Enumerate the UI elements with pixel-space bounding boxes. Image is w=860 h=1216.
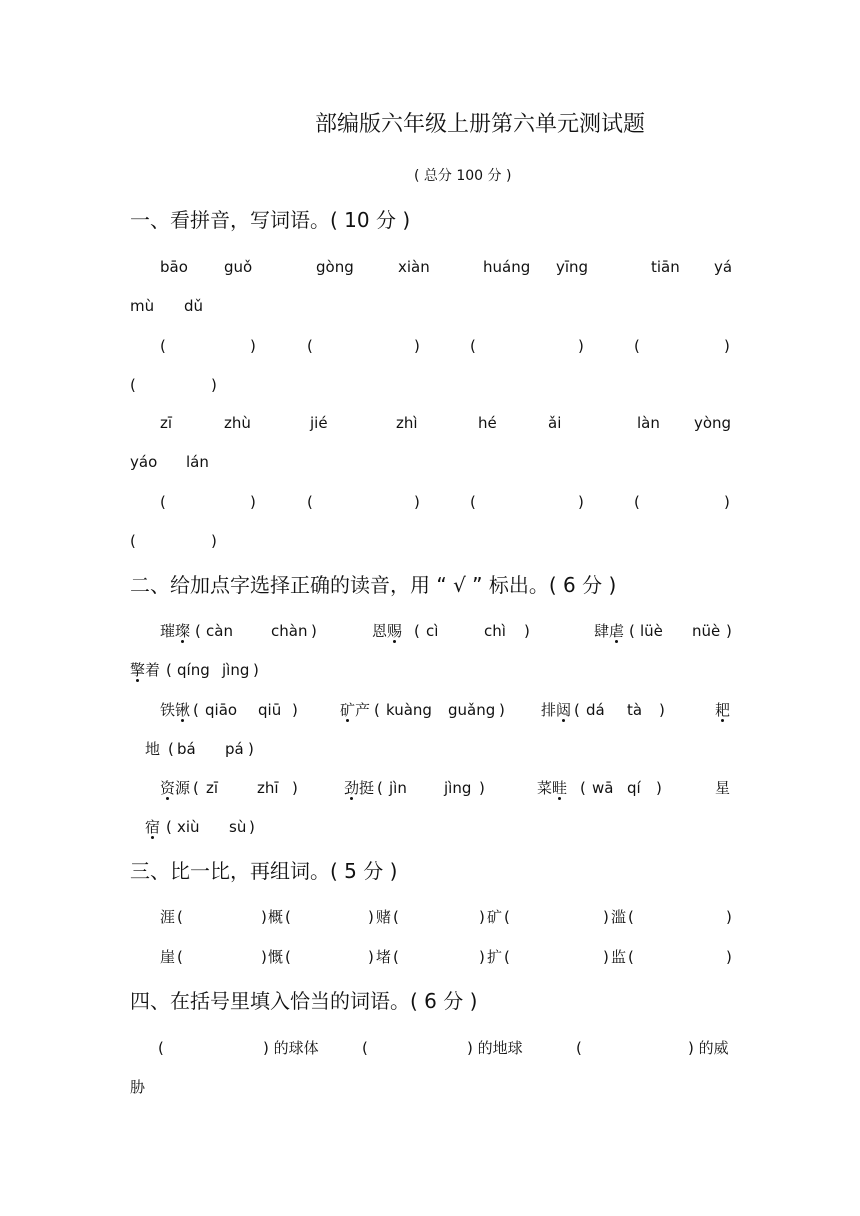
paren-close: ) [261, 908, 267, 926]
paren-close: ) [479, 779, 485, 797]
option-1[interactable]: lüè [640, 622, 663, 640]
option-1[interactable]: qíng [177, 661, 210, 679]
word: 擎着 [130, 661, 161, 679]
paren-open: ( [576, 1039, 582, 1057]
pinyin: gòng [316, 258, 354, 276]
fill-suffix-wrap: 胁 [130, 1078, 146, 1096]
compare-char: 矿 [487, 908, 503, 926]
answer-blank-open[interactable]: ( [470, 337, 476, 355]
paren-open: ( [393, 908, 399, 926]
option-1[interactable]: qiāo [205, 701, 238, 719]
option-2[interactable]: jìng [222, 661, 250, 679]
paren-close: ) [656, 779, 662, 797]
option-2[interactable]: qí [627, 779, 641, 797]
option-2[interactable]: tà [627, 701, 643, 719]
paren-close: ) [479, 908, 485, 926]
answer-blank-close[interactable]: ) [211, 532, 217, 550]
word: 矿产 [340, 701, 371, 719]
paren-close: ) [261, 948, 267, 966]
pinyin: dǔ [184, 297, 204, 315]
word: 铁锹 [160, 701, 191, 719]
option-1[interactable]: càn [206, 622, 233, 640]
answer-blank-open[interactable]: ( [470, 493, 476, 511]
paren-open: ( [504, 948, 510, 966]
pinyin: xiàn [398, 258, 430, 276]
answer-blank-close[interactable]: ) [578, 493, 584, 511]
answer-blank-close[interactable]: ) [250, 337, 256, 355]
answer-blank-close[interactable]: ) [414, 337, 420, 355]
pinyin: ǎi [548, 414, 562, 432]
pinyin: guǒ [224, 258, 253, 276]
option-1[interactable]: kuàng [386, 701, 432, 719]
option-2[interactable]: jìng [444, 779, 472, 797]
word: 排闼 [541, 701, 572, 719]
pinyin: huáng [483, 258, 531, 276]
compare-char: 慨 [268, 948, 284, 966]
answer-blank-close[interactable]: ) [578, 337, 584, 355]
option-1[interactable]: zī [206, 779, 219, 797]
paren-open: ( [374, 701, 380, 719]
paren-close: ) [248, 740, 254, 758]
word: 劲挺 [344, 779, 375, 797]
option-1[interactable]: dá [586, 701, 605, 719]
answer-blank-open[interactable]: ( [634, 337, 640, 355]
answer-blank-open[interactable]: ( [160, 493, 166, 511]
option-2[interactable]: qiū [258, 701, 282, 719]
paren-open: ( [158, 1039, 164, 1057]
answer-blank-open[interactable]: ( [130, 532, 136, 550]
fill-suffix: ) 的球体 [263, 1039, 319, 1057]
paren-open: ( [285, 948, 291, 966]
paren-open: ( [193, 779, 199, 797]
paren-close: ) [603, 908, 609, 926]
answer-blank-close[interactable]: ) [211, 376, 217, 394]
pinyin: mù [130, 297, 155, 315]
paren-close: ) [368, 908, 374, 926]
paren-open: ( [574, 701, 580, 719]
paren-open: ( [629, 622, 635, 640]
pinyin: lán [186, 453, 209, 471]
pinyin: tiān [651, 258, 680, 276]
pinyin: làn [637, 414, 660, 432]
option-2[interactable]: pá [225, 740, 244, 758]
option-2[interactable]: sù [229, 818, 247, 836]
paren-close: ) [726, 948, 732, 966]
paren-open: ( [377, 779, 383, 797]
pinyin: hé [478, 414, 497, 432]
word-first: 耙 [715, 701, 731, 719]
pinyin: yīng [556, 258, 589, 276]
paren-close: ) [726, 622, 732, 640]
option-2[interactable]: chì [484, 622, 506, 640]
compare-char: 滥 [611, 908, 627, 926]
paren-open: ( [393, 948, 399, 966]
paren-close: ) [726, 908, 732, 926]
option-1[interactable]: wā [592, 779, 614, 797]
fill-suffix: ) 的地球 [467, 1039, 523, 1057]
word: 菜畦 [537, 779, 568, 797]
word-first: 星 [715, 779, 731, 797]
fill-suffix: ) 的威 [688, 1039, 729, 1057]
paren-open: ( [177, 908, 183, 926]
section3-heading: 三、比一比，再组词。( 5 分 ) [130, 859, 398, 883]
answer-blank-open[interactable]: ( [307, 493, 313, 511]
compare-char: 监 [611, 948, 627, 966]
word-second: 宿 [145, 818, 161, 836]
option-1[interactable]: cì [426, 622, 439, 640]
page-title: 部编版六年级上册第六单元测试题 [315, 112, 646, 137]
paren-close: ) [659, 701, 665, 719]
word: 肆虐 [594, 622, 625, 640]
option-2[interactable]: guǎng [448, 701, 496, 719]
paren-open: ( [193, 701, 199, 719]
answer-blank-close[interactable]: ) [250, 493, 256, 511]
paren-open: ( [362, 1039, 368, 1057]
word: 璀璨 [160, 622, 191, 640]
paren-open: ( [166, 818, 172, 836]
answer-blank-open[interactable]: ( [130, 376, 136, 394]
section4-heading: 四、在括号里填入恰当的词语。( 6 分 ) [130, 989, 478, 1013]
paren-open: ( [628, 948, 634, 966]
pinyin: yòng [694, 414, 732, 432]
paren-close: ) [603, 948, 609, 966]
answer-blank-open[interactable]: ( [634, 493, 640, 511]
total-score: ( 总分 100 分 ) [414, 168, 512, 184]
answer-blank-open[interactable]: ( [160, 337, 166, 355]
pinyin: zhù [224, 414, 251, 432]
paren-close: ) [524, 622, 530, 640]
paren-open: ( [628, 908, 634, 926]
option-1[interactable]: xiù [177, 818, 200, 836]
paren-open: ( [166, 661, 172, 679]
option-2[interactable]: zhī [257, 779, 279, 797]
paren-open: ( [504, 908, 510, 926]
pinyin: zhì [396, 414, 418, 432]
word: 资源 [160, 779, 191, 797]
pinyin: yáo [130, 453, 158, 471]
paren-open: ( [195, 622, 201, 640]
compare-char: 扩 [487, 948, 503, 966]
compare-char: 堵 [376, 948, 392, 966]
paren-close: ) [292, 779, 298, 797]
paren-open: ( [168, 740, 174, 758]
pinyin: bāo [160, 258, 188, 276]
option-1[interactable]: jìn [389, 779, 407, 797]
paren-close: ) [253, 661, 259, 679]
paren-close: ) [292, 701, 298, 719]
compare-char: 崖 [160, 948, 176, 966]
option-2[interactable]: nüè [692, 622, 721, 640]
compare-char: 涯 [160, 908, 176, 926]
section1-heading: 一、看拼音，写词语。( 10 分 ) [130, 208, 411, 232]
section2-heading: 二、给加点字选择正确的读音，用 “ √ ” 标出。( 6 分 ) [130, 573, 617, 597]
option-1[interactable]: bá [177, 740, 196, 758]
paren-open: ( [177, 948, 183, 966]
paren-open: ( [285, 908, 291, 926]
paren-open: ( [580, 779, 586, 797]
compare-char: 赌 [376, 908, 392, 926]
paren-close: ) [479, 948, 485, 966]
pinyin: yá [714, 258, 733, 276]
paren-close: ) [368, 948, 374, 966]
pinyin: jié [310, 414, 328, 432]
answer-blank-close[interactable]: ) [414, 493, 420, 511]
option-2[interactable]: chàn [271, 622, 308, 640]
answer-blank-open[interactable]: ( [307, 337, 313, 355]
paren-close: ) [311, 622, 317, 640]
answer-blank-close[interactable]: ) [724, 493, 730, 511]
word-second: 地 [145, 740, 161, 758]
pinyin: zī [160, 414, 173, 432]
paren-close: ) [249, 818, 255, 836]
compare-char: 概 [268, 908, 284, 926]
answer-blank-close[interactable]: ) [724, 337, 730, 355]
paren-open: ( [414, 622, 420, 640]
word: 恩赐 [372, 622, 403, 640]
paren-close: ) [499, 701, 505, 719]
